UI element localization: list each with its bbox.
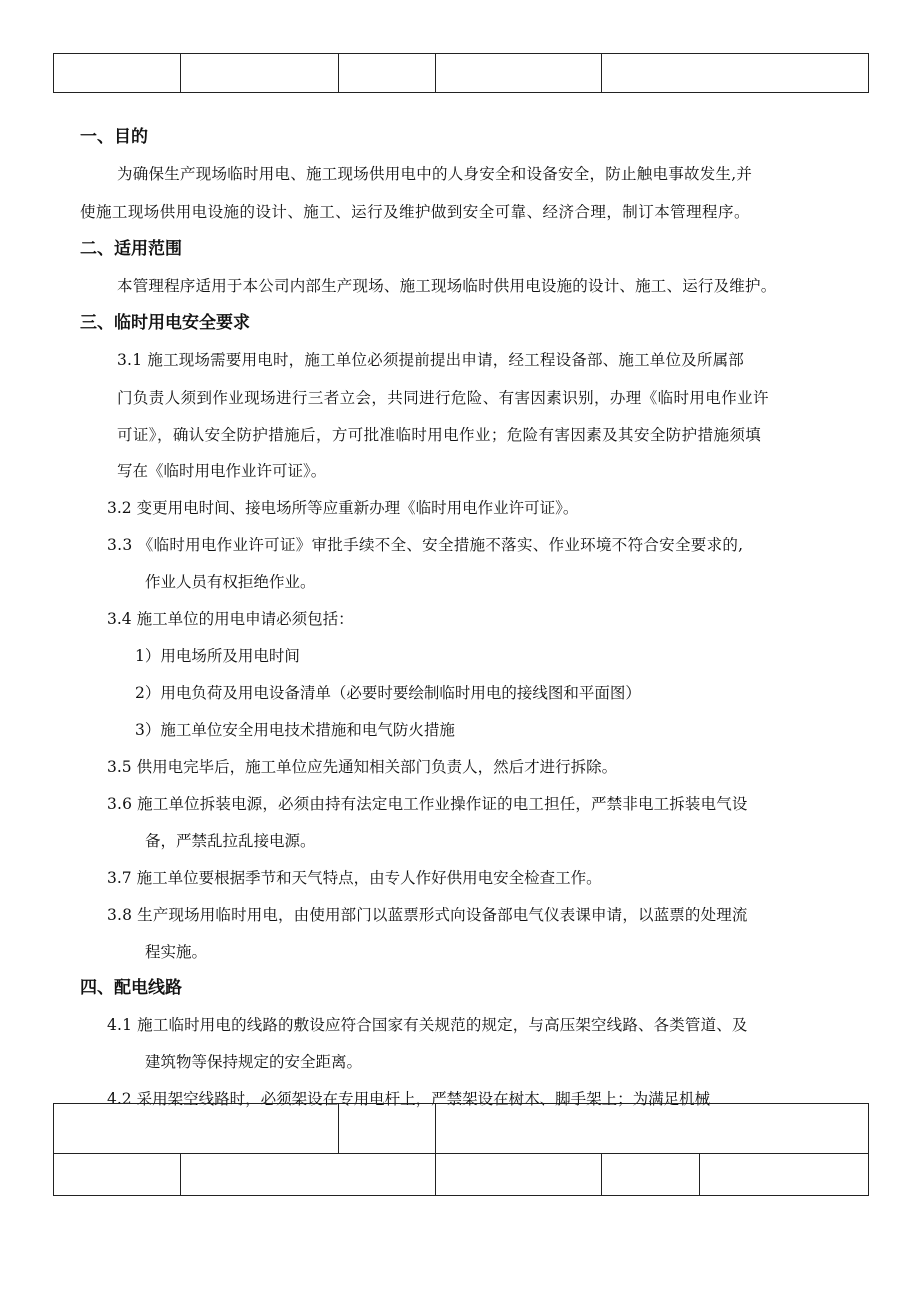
paragraph-line: 写在《临时用电作业许可证》。 bbox=[117, 462, 327, 480]
table-row bbox=[54, 1104, 869, 1154]
paragraph-line: 建筑物等保持规定的安全距离。 bbox=[145, 1053, 363, 1071]
table-row bbox=[54, 1154, 869, 1196]
list-item: 1）用电场所及用电时间 bbox=[135, 647, 300, 665]
table-cell bbox=[54, 54, 181, 93]
paragraph-line: 程实施。 bbox=[145, 943, 208, 961]
table-cell bbox=[181, 54, 339, 93]
paragraph-line: 可证》，确认安全防护措施后，方可批准临时用电作业；危险有害因素及其安全防护措施须填 bbox=[117, 426, 762, 444]
table-cell bbox=[339, 1104, 436, 1154]
paragraph-line: 4.2 采用架空线路时，必须架设在专用电杆上，严禁架设在树木、脚手架上；为满足机械 bbox=[107, 1090, 711, 1108]
paragraph-line: 3.4 施工单位的用电申请必须包括： bbox=[107, 610, 354, 628]
paragraph-line: 使施工现场供用电设施的设计、施工、运行及维护做到安全可靠、经济合理，制订本管理程序。 bbox=[80, 203, 750, 221]
section-heading-safety-requirements: 三、临时用电安全要求 bbox=[80, 313, 250, 333]
section-heading-purpose: 一、目的 bbox=[80, 127, 148, 147]
table-cell bbox=[181, 1154, 436, 1196]
paragraph-line: 3.1 施工现场需要用电时，施工单位必须提前提出申请，经工程设备部、施工单位及所属部 bbox=[117, 351, 744, 369]
paragraph-line: 作业人员有权拒绝作业。 bbox=[145, 573, 316, 591]
section-heading-scope: 二、适用范围 bbox=[80, 239, 182, 259]
list-item: 3）施工单位安全用电技术措施和电气防火措施 bbox=[135, 721, 455, 739]
table-cell bbox=[54, 1154, 181, 1196]
header-table bbox=[53, 53, 869, 93]
paragraph-line: 门负责人须到作业现场进行三者立会，共同进行危险、有害因素识别，办理《临时用电作业许 bbox=[117, 389, 769, 407]
table-cell bbox=[436, 1104, 869, 1154]
table-row bbox=[54, 54, 869, 93]
paragraph-line: 3.8 生产现场用临时用电，由使用部门以蓝票形式向设备部电气仪表课申请，以蓝票的处理流 bbox=[107, 906, 748, 924]
paragraph-line: 3.2 变更用电时间、接电场所等应重新办理《临时用电作业许可证》。 bbox=[107, 499, 579, 517]
paragraph-line: 为确保生产现场临时用电、施工现场供用电中的人身安全和设备安全，防止触电事故发生,并 bbox=[117, 165, 753, 183]
table-cell bbox=[700, 1154, 869, 1196]
paragraph-line: 3.7 施工单位要根据季节和天气特点，由专人作好供用电安全检查工作。 bbox=[107, 869, 602, 887]
paragraph-line: 4.1 施工临时用电的线路的敷设应符合国家有关规范的规定，与高压架空线路、各类管道、及 bbox=[107, 1016, 748, 1034]
table-cell bbox=[54, 1104, 339, 1154]
table-cell bbox=[436, 54, 602, 93]
paragraph-line: 本管理程序适用于本公司内部生产现场、施工现场临时供用电设施的设计、施工、运行及维护。 bbox=[117, 277, 777, 295]
footer-table bbox=[53, 1103, 869, 1196]
table-cell bbox=[339, 54, 436, 93]
section-heading-distribution-lines: 四、配电线路 bbox=[80, 978, 182, 998]
table-cell bbox=[602, 54, 869, 93]
paragraph-line: 3.5 供用电完毕后，施工单位应先通知相关部门负责人，然后才进行拆除。 bbox=[107, 758, 618, 776]
paragraph-line: 3.3 《临时用电作业许可证》审批手续不全、安全措施不落实、作业环境不符合安全要求的, bbox=[107, 536, 744, 554]
paragraph-line: 3.6 施工单位拆装电源，必须由持有法定电工作业操作证的电工担任，严禁非电工拆装电气设 bbox=[107, 795, 748, 813]
list-item: 2）用电负荷及用电设备清单（必要时要绘制临时用电的接线图和平面图） bbox=[135, 684, 641, 702]
paragraph-line: 备，严禁乱拉乱接电源。 bbox=[145, 832, 316, 850]
table-cell bbox=[436, 1154, 602, 1196]
table-cell bbox=[602, 1154, 700, 1196]
